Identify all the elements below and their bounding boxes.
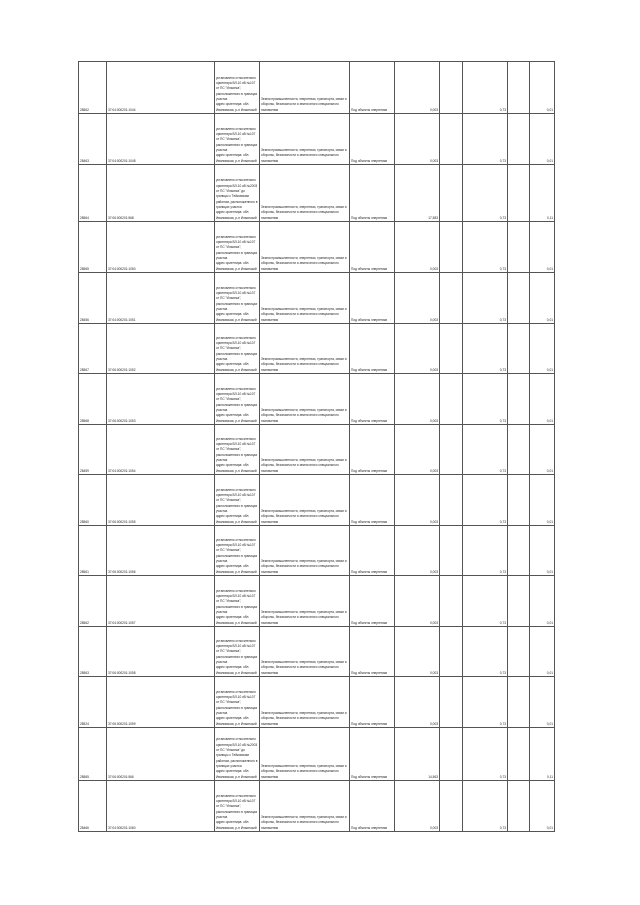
permitted-use: Под объекты энергетики (350, 526, 395, 576)
empty-cell (508, 425, 530, 475)
empty-cell (508, 627, 530, 677)
rate-value: 0,73 (463, 677, 508, 728)
rate-value: 0,73 (463, 576, 508, 627)
permitted-use: Под объекты энергетики (350, 425, 395, 475)
rate-value: 0,73 (463, 62, 508, 114)
table-row (79, 475, 555, 526)
empty-cell (440, 627, 463, 677)
area-value: 0,003 (395, 222, 440, 273)
empty-cell (508, 222, 530, 273)
tax-value: 0,01 (530, 781, 555, 832)
cadastral-number: 37:06:000201:566 (107, 728, 215, 781)
area-value: 0,003 (395, 273, 440, 324)
rate-value: 0,73 (463, 728, 508, 781)
location-description: установлено относительно ориентира ВЛ-10 кВ №107 от ПС "Ильинка", расположенного в границах участка адрес ориентира: обл. Ивановская, р-н Ильинский (215, 526, 260, 576)
area-value: 0,003 (395, 324, 440, 374)
cadastral-number: 37:04:000201:1044 (107, 62, 215, 114)
empty-cell (440, 273, 463, 324)
empty-cell (440, 781, 463, 832)
permitted-use: Под объекты энергетики (350, 475, 395, 526)
empty-cell (440, 374, 463, 425)
row-id: 28567 (79, 324, 107, 374)
rate-value: 0,73 (463, 273, 508, 324)
row-id: 28463 (79, 114, 107, 165)
empty-cell (508, 273, 530, 324)
row-id: 28456 (79, 273, 107, 324)
area-value: 0,003 (395, 526, 440, 576)
land-category: Земли промышленности, энергетики, транспорта, связи и обороны, безопасности и земли иного специального назначения (260, 425, 350, 475)
land-category: Земли промышленности, энергетики, транспорта, связи и обороны, безопасности и земли иного специального назначения (260, 728, 350, 781)
location-description: установлено относительно ориентира ВЛ-10 кВ №107 от ПС "Ильинка", расположенного в границах участка адрес ориентира: обл. Ивановская, р-н Ильинский (215, 374, 260, 425)
tax-value: 0,01 (530, 677, 555, 728)
location-description: установлено относительно ориентира ВЛ-10 кВ №107 от ПС "Ильинка", расположенного в границах участка адрес ориентира: обл. Ивановская, р-н Ильинский (215, 222, 260, 273)
land-category: Земли промышленности, энергетики, транспорта, связи и обороны, безопасности и земли иного специального назначения (260, 222, 350, 273)
empty-cell (440, 526, 463, 576)
rate-value: 0,73 (463, 165, 508, 222)
location-description: установлено относительно ориентира ВЛ-10 кВ №107 от ПС "Ильинка", расположенного в границах участка адрес ориентира: обл. Ивановская, р-н Ильинский (215, 677, 260, 728)
location-description: установлено относительно ориентира ВЛ-10 кВ №2003 от ПС "Ильинка" до границы с Тейковским районом, расположенного в границах участка адрес ориентира: обл. Ивановская, р-н Ильинский (215, 165, 260, 222)
cadastral-number: 37:06:000201:1058 (107, 627, 215, 677)
empty-cell (508, 576, 530, 627)
cadastral-number: 37:06:000201:1056 (107, 526, 215, 576)
tax-value: 0,01 (530, 273, 555, 324)
land-category: Земли промышленности, энергетики, транспорта, связи и обороны, безопасности и земли иного специального назначения (260, 781, 350, 832)
tax-value: 0,01 (530, 62, 555, 114)
location-description: установлено относительно ориентира ВЛ-10 кВ №107 от ПС "Ильинка", расположенного в границах участка адрес ориентира: обл. Ивановская, р-н Ильинский (215, 576, 260, 627)
permitted-use: Под объекты энергетики (350, 728, 395, 781)
land-category: Земли промышленности, энергетики, транспорта, связи и обороны, безопасности и земли иного специального назначения (260, 576, 350, 627)
table-row (79, 576, 555, 627)
empty-cell (440, 576, 463, 627)
row-id: 28568 (79, 374, 107, 425)
row-id: 28564 (79, 165, 107, 222)
cadastral-number: 37:06:000201:1053 (107, 374, 215, 425)
permitted-use: Под объекты энергетики (350, 114, 395, 165)
rate-value: 0,73 (463, 324, 508, 374)
rate-value: 0,73 (463, 425, 508, 475)
empty-cell (440, 728, 463, 781)
area-value: 0,003 (395, 677, 440, 728)
empty-cell (508, 475, 530, 526)
location-description: установлено относительно ориентира ВЛ-10 кВ №107 от ПС "Ильинка", расположенного в границах участка адрес ориентира: обл. Ивановская, р-н Ильинский (215, 781, 260, 832)
location-description: установлено относительно ориентира ВЛ-10 кВ №107 от ПС "Ильинка", расположенного в границах участка адрес ориентира: обл. Ивановская, р-н Ильинский (215, 62, 260, 114)
area-value: 0,003 (395, 576, 440, 627)
empty-cell (440, 62, 463, 114)
empty-cell (508, 114, 530, 165)
land-category: Земли промышленности, энергетики, транспорта, связи и обороны, безопасности и земли иного специального назначения (260, 62, 350, 114)
cadastral-number: 37:06:000201:1052 (107, 324, 215, 374)
table-row (79, 425, 555, 475)
table-row (79, 62, 555, 114)
cadastral-number: 37:04:000201:1050 (107, 222, 215, 273)
permitted-use: Под объекты энергетики (350, 222, 395, 273)
permitted-use: Под объекты энергетики (350, 165, 395, 222)
permitted-use: Под объекты энергетики (350, 677, 395, 728)
row-id: 28466 (79, 781, 107, 832)
row-id: 28562 (79, 576, 107, 627)
cadastral-number: 37:06:000201:1055 (107, 475, 215, 526)
land-category: Земли промышленности, энергетики, транспорта, связи и обороны, безопасности и земли иного специального назначения (260, 374, 350, 425)
tax-value: 0,11 (530, 165, 555, 222)
land-category: Земли промышленности, энергетики, транспорта, связи и обороны, безопасности и земли иного специального назначения (260, 273, 350, 324)
empty-cell (440, 677, 463, 728)
permitted-use: Под объекты энергетики (350, 781, 395, 832)
empty-cell (440, 222, 463, 273)
area-value: 17,583 (395, 165, 440, 222)
land-category: Земли промышленности, энергетики, транспорта, связи и обороны, безопасности и земли иного специального назначения (260, 627, 350, 677)
table-row (79, 728, 555, 781)
tax-value: 0,01 (530, 627, 555, 677)
row-id: 28524 (79, 677, 107, 728)
empty-cell (440, 425, 463, 475)
permitted-use: Под объекты энергетики (350, 374, 395, 425)
area-value: 0,003 (395, 475, 440, 526)
empty-cell (508, 62, 530, 114)
cadastral-number: 37:04:000201:1057 (107, 576, 215, 627)
empty-cell (508, 374, 530, 425)
location-description: установлено относительно ориентира ВЛ-10 кВ №107 от ПС "Ильинка", расположенного в границах участка адрес ориентира: обл. Ивановская, р-н Ильинский (215, 627, 260, 677)
land-category: Земли промышленности, энергетики, транспорта, связи и обороны, безопасности и земли иного специального назначения (260, 526, 350, 576)
cadastral-number: 37:06:000201:568 (107, 165, 215, 222)
empty-cell (508, 781, 530, 832)
table-row (79, 165, 555, 222)
row-id: 28459 (79, 425, 107, 475)
empty-cell (440, 165, 463, 222)
location-description: установлено относительно ориентира ВЛ-10 кВ №107 от ПС "Ильинка", расположенного в границах участка адрес ориентира: обл. Ивановская, р-н Ильинский (215, 475, 260, 526)
land-plots-table (78, 61, 555, 832)
cadastral-number: 37:04:000201:1048 (107, 114, 215, 165)
tax-value: 0,01 (530, 222, 555, 273)
table-row (79, 273, 555, 324)
empty-cell (440, 475, 463, 526)
cadastral-number: 37:06:000201:1059 (107, 677, 215, 728)
table-row (79, 781, 555, 832)
row-id: 28563 (79, 627, 107, 677)
empty-cell (508, 324, 530, 374)
permitted-use: Под объекты энергетики (350, 273, 395, 324)
tax-value: 0,01 (530, 475, 555, 526)
table-row (79, 526, 555, 576)
row-id: 28560 (79, 475, 107, 526)
permitted-use: Под объекты энергетики (350, 324, 395, 374)
empty-cell (508, 526, 530, 576)
tax-value: 0,01 (530, 114, 555, 165)
table-row (79, 374, 555, 425)
rate-value: 0,73 (463, 114, 508, 165)
land-category: Земли промышленности, энергетики, транспорта, связи и обороны, безопасности и земли иного специального назначения (260, 475, 350, 526)
location-description: установлено относительно ориентира ВЛ-10 кВ №107 от ПС "Ильинка", расположенного в границах участка адрес ориентира: обл. Ивановская, р-н Ильинский (215, 425, 260, 475)
table-body (79, 62, 555, 832)
permitted-use: Под объекты энергетики (350, 627, 395, 677)
cadastral-number: 37:04:000201:1060 (107, 781, 215, 832)
tax-value: 0,01 (530, 576, 555, 627)
area-value: 0,003 (395, 781, 440, 832)
empty-cell (508, 165, 530, 222)
cadastral-number: 37:04:000201:1054 (107, 425, 215, 475)
rate-value: 0,73 (463, 222, 508, 273)
permitted-use: Под объекты энергетики (350, 62, 395, 114)
tax-value: 0,01 (530, 374, 555, 425)
land-category: Земли промышленности, энергетики, транспорта, связи и обороны, безопасности и земли иного специального назначения (260, 165, 350, 222)
tax-value: 0,01 (530, 425, 555, 475)
empty-cell (440, 114, 463, 165)
area-value: 0,003 (395, 62, 440, 114)
location-description: установлено относительно ориентира ВЛ-10 кВ №107 от ПС "Ильинка", расположенного в границах участка адрес ориентира: обл. Ивановская, р-н Ильинский (215, 273, 260, 324)
row-id: 28565 (79, 222, 107, 273)
tax-value: 0,11 (530, 728, 555, 781)
area-value: 0,003 (395, 374, 440, 425)
area-value: 0,003 (395, 114, 440, 165)
land-category: Земли промышленности, энергетики, транспорта, связи и обороны, безопасности и земли иного специального назначения (260, 114, 350, 165)
area-value: 0,003 (395, 425, 440, 475)
rate-value: 0,73 (463, 374, 508, 425)
table-row (79, 324, 555, 374)
table-row (79, 677, 555, 728)
table-row (79, 114, 555, 165)
row-id: 28565 (79, 728, 107, 781)
location-description: установлено относительно ориентира ВЛ-10 кВ №107 от ПС "Ильинка", расположенного в границах участка адрес ориентира: обл. Ивановская, р-н Ильинский (215, 114, 260, 165)
location-description: установлено относительно ориентира ВЛ-10 кВ №2003 от ПС "Ильинка" до границы с Тейковским районом, расположенного в границах участка адрес ориентира: обл. Ивановская, р-н Ильинский (215, 728, 260, 781)
permitted-use: Под объекты энергетики (350, 576, 395, 627)
empty-cell (508, 728, 530, 781)
rate-value: 0,73 (463, 781, 508, 832)
area-value: 0,003 (395, 627, 440, 677)
land-category: Земли промышленности, энергетики, транспорта, связи и обороны, безопасности и земли иного специального назначения (260, 677, 350, 728)
rate-value: 0,73 (463, 526, 508, 576)
cadastral-number: 37:04:000201:1051 (107, 273, 215, 324)
tax-value: 0,01 (530, 324, 555, 374)
empty-cell (508, 677, 530, 728)
row-id: 28562 (79, 62, 107, 114)
area-value: 14,563 (395, 728, 440, 781)
rate-value: 0,73 (463, 627, 508, 677)
land-category: Земли промышленности, энергетики, транспорта, связи и обороны, безопасности и земли иного специального назначения (260, 324, 350, 374)
row-id: 28561 (79, 526, 107, 576)
table-row (79, 222, 555, 273)
rate-value: 0,73 (463, 475, 508, 526)
table-row (79, 627, 555, 677)
location-description: установлено относительно ориентира ВЛ-10 кВ №107 от ПС "Ильинка", расположенного в границах участка адрес ориентира: обл. Ивановская, р-н Ильинский (215, 324, 260, 374)
tax-value: 0,01 (530, 526, 555, 576)
empty-cell (440, 324, 463, 374)
